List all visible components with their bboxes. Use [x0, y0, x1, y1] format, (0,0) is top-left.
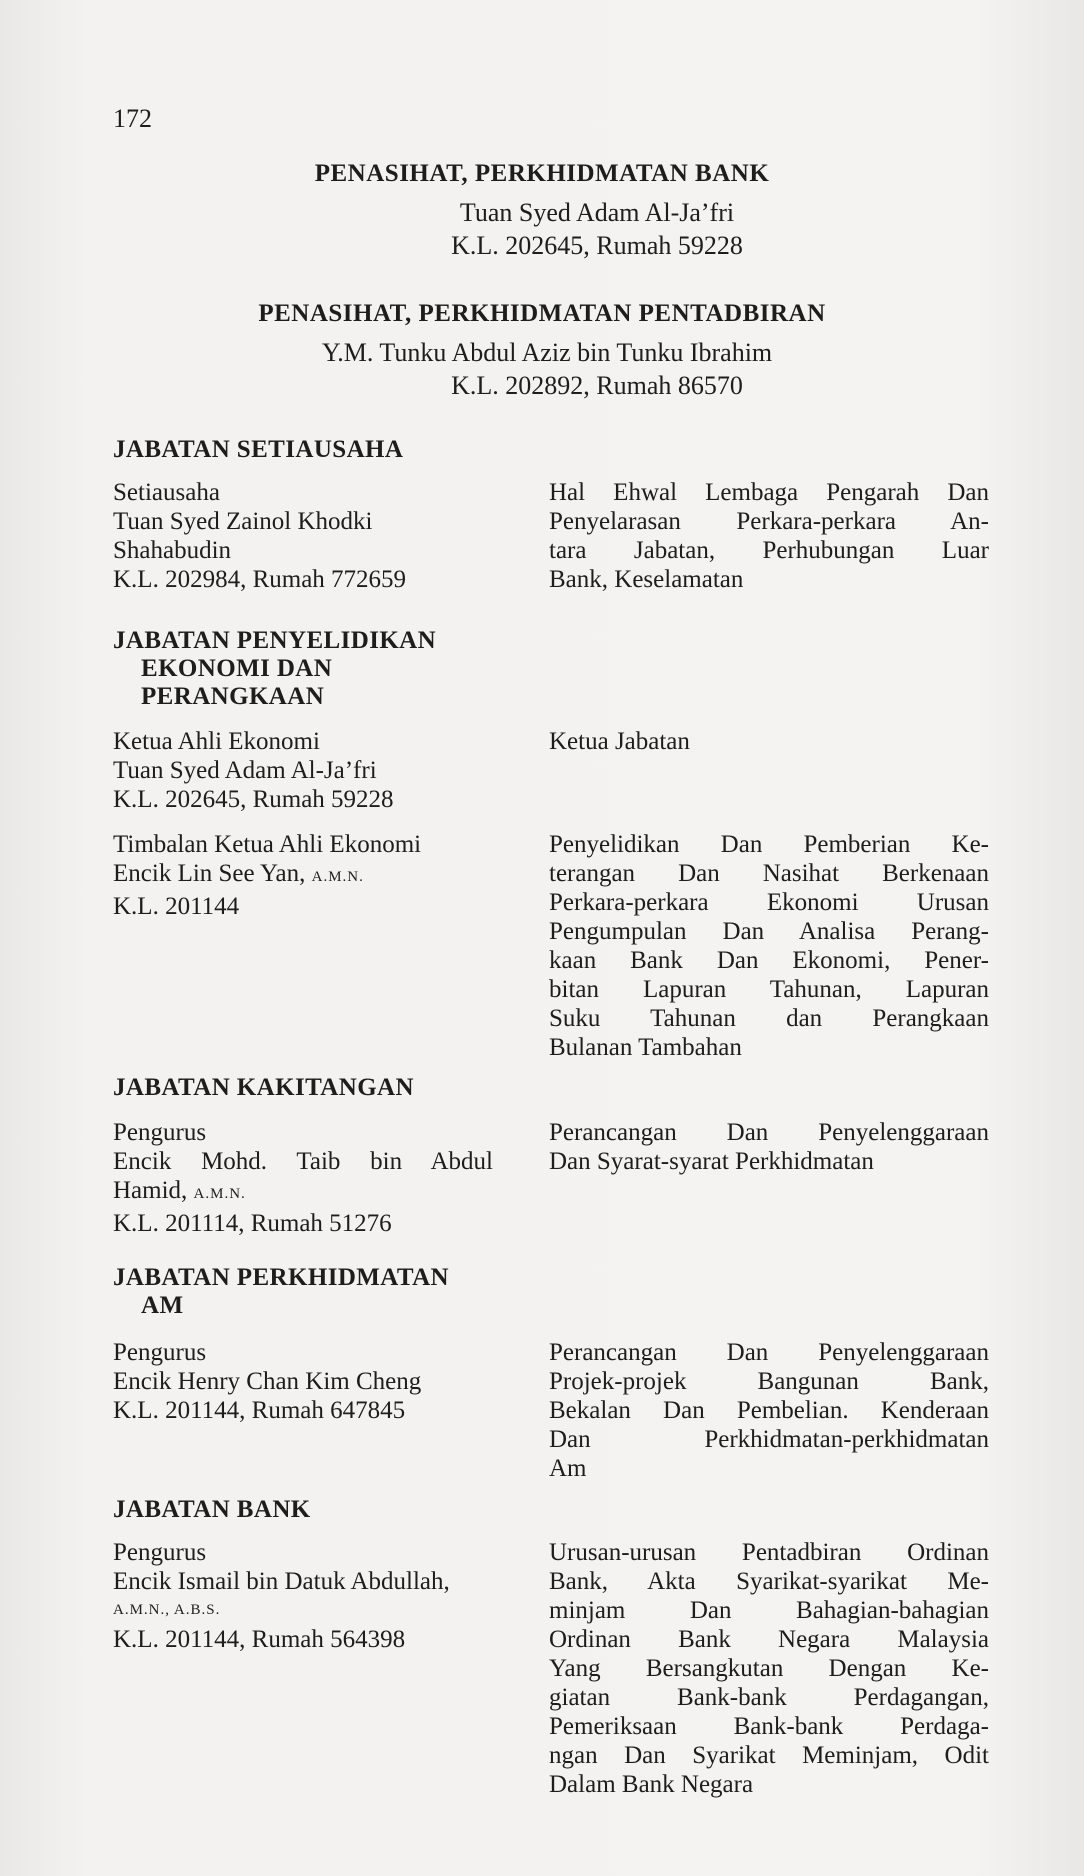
setiausaha-duties [549, 478, 989, 594]
penyelidikan-duty-line: bitan Lapuran Tahunan, Lapuran [549, 976, 989, 1003]
bank-name: Encik Ismail bin Datuk Abdullah, [113, 1568, 450, 1595]
section-heading-kakitangan: JABATAN KAKITANGAN [113, 1074, 414, 1101]
bank-duty-line: Ordinan Bank Negara Malaysia [549, 1626, 989, 1653]
heading-line: AM [141, 1292, 184, 1319]
bank-duty-line: Dalam Bank Negara [549, 1771, 754, 1798]
perkhidmatan-am-duty-line: Am [549, 1455, 587, 1482]
advisor-admin-name: Y.M. Tunku Abdul Aziz bin Tunku Ibrahim [321, 338, 773, 367]
heading-line: PERANGKAAN [141, 683, 325, 710]
advisor-admin-block [0, 300, 1084, 402]
setiausaha-duty-line: Penyelarasan Perkara-perkara An- [549, 508, 989, 535]
setiausaha-duty-line: Bank, Keselamatan [549, 566, 744, 593]
bank-duty-line: Urusan-urusan Pentadbiran Ordinan [549, 1539, 989, 1566]
section-heading-bank: JABATAN BANK [113, 1496, 311, 1523]
penyelidikan-deputy-honour: A.M.N. [311, 869, 364, 885]
setiausaha-contact: K.L. 202984, Rumah 772659 [113, 566, 407, 593]
advisor-bank-contact: K.L. 202645, Rumah 59228 [451, 231, 743, 260]
setiausaha-name-2: Shahabudin [113, 537, 232, 564]
bank-duty-line: minjam Dan Bahagian-bahagian [549, 1597, 989, 1624]
penyelidikan-duty-line: Bulanan Tambahan [549, 1034, 742, 1061]
penyelidikan-right-a [549, 727, 989, 756]
penyelidikan-contact: K.L. 202645, Rumah 59228 [113, 786, 394, 813]
penyelidikan-duty-line: terangan Dan Nasihat Berkenaan [549, 860, 989, 887]
bank-duty-line: Bank, Akta Syarikat-syarikat Me- [549, 1568, 989, 1595]
setiausaha-duty-line: tara Jabatan, Perhubungan Luar [549, 537, 989, 564]
penyelidikan-duty-line: Perkara-perkara Ekonomi Urusan [549, 889, 989, 916]
penyelidikan-duty-line: Ketua Jabatan [549, 728, 690, 755]
penyelidikan-duty-line: kaan Bank Dan Ekonomi, Pener- [549, 947, 989, 974]
penyelidikan-deputy-name-line [113, 859, 533, 892]
kakitangan-contact: K.L. 201114, Rumah 51276 [113, 1210, 392, 1237]
setiausaha-name-1: Tuan Syed Zainol Khodki [113, 508, 373, 535]
setiausaha-left [113, 478, 533, 594]
bank-honours: A.M.N., A.B.S. [113, 1602, 221, 1618]
bank-duties [549, 1538, 989, 1799]
perkhidmatan-am-duty-line: Bekalan Dan Pembelian. Kenderaan [549, 1397, 989, 1424]
advisor-admin-contact: K.L. 202892, Rumah 86570 [451, 371, 743, 400]
kakitangan-role: Pengurus [113, 1119, 207, 1146]
penyelidikan-deputy-contact: K.L. 201144 [113, 893, 240, 920]
bank-duty-line: Pemeriksaan Bank-bank Perdaga- [549, 1713, 989, 1740]
perkhidmatan-am-left [113, 1338, 533, 1425]
section-heading-setiausaha: JABATAN SETIAUSAHA [113, 436, 404, 463]
advisor-bank-block [0, 160, 1084, 262]
penyelidikan-role: Ketua Ahli Ekonomi [113, 728, 320, 755]
kakitangan-duty-line: Perancangan Dan Penyelenggaraan [549, 1119, 989, 1146]
kakitangan-duties [549, 1118, 989, 1176]
penyelidikan-duty-line: Penyelidikan Dan Pemberian Ke- [549, 831, 989, 858]
bank-duty-line: giatan Bank-bank Perdagangan, [549, 1684, 989, 1711]
bank-contact: K.L. 201144, Rumah 564398 [113, 1626, 406, 1653]
kakitangan-name-1: Encik Mohd. Taib bin Abdul [113, 1148, 493, 1175]
advisor-bank-title: PENASIHAT, PERKHIDMATAN BANK [314, 160, 770, 187]
penyelidikan-duty-line: Pengumpulan Dan Analisa Perang- [549, 918, 989, 945]
advisor-bank-name: Tuan Syed Adam Al-Ja’fri [459, 198, 735, 227]
penyelidikan-name: Tuan Syed Adam Al-Ja’fri [113, 757, 377, 784]
perkhidmatan-am-duty-line: Dan Perkhidmatan-perkhidmatan [549, 1426, 989, 1453]
setiausaha-role: Setiausaha [113, 479, 220, 506]
perkhidmatan-am-contact: K.L. 201144, Rumah 647845 [113, 1397, 406, 1424]
perkhidmatan-am-duties [549, 1338, 989, 1483]
bank-left [113, 1538, 533, 1654]
bank-duty-line: Yang Bersangkutan Dengan Ke- [549, 1655, 989, 1682]
advisor-admin-title: PENASIHAT, PERKHIDMATAN PENTADBIRAN [258, 300, 826, 327]
penyelidikan-duty-line: Suku Tahunan dan Perangkaan [549, 1005, 989, 1032]
kakitangan-name-2: Hamid, [113, 1177, 188, 1204]
bank-duty-line: ngan Dan Syarikat Meminjam, Odit [549, 1742, 989, 1769]
perkhidmatan-am-duty-line: Projek-projek Bangunan Bank, [549, 1368, 989, 1395]
setiausaha-duty-line: Hal Ehwal Lembaga Pengarah Dan [549, 479, 989, 506]
kakitangan-honour: A.M.N. [193, 1186, 246, 1202]
kakitangan-duty-line: Dan Syarat-syarat Perkhidmatan [549, 1148, 874, 1175]
penyelidikan-deputy-name: Encik Lin See Yan, [113, 860, 306, 887]
penyelidikan-right-b [549, 830, 989, 1062]
perkhidmatan-am-role: Pengurus [113, 1339, 207, 1366]
page-number: 172 [113, 104, 152, 133]
section-heading-perkhidmatan-am [113, 1264, 449, 1320]
heading-line: JABATAN PENYELIDIKAN [113, 627, 437, 654]
bank-role: Pengurus [113, 1539, 207, 1566]
perkhidmatan-am-duty-line: Perancangan Dan Penyelenggaraan [549, 1339, 989, 1366]
section-heading-penyelidikan [113, 627, 436, 711]
penyelidikan-left-a [113, 727, 533, 814]
penyelidikan-left-b [113, 830, 533, 921]
perkhidmatan-am-name: Encik Henry Chan Kim Cheng [113, 1368, 422, 1395]
kakitangan-left [113, 1118, 533, 1238]
penyelidikan-deputy-role: Timbalan Ketua Ahli Ekonomi [113, 831, 422, 858]
heading-line: JABATAN PERKHIDMATAN [113, 1264, 450, 1291]
kakitangan-name-2-line [113, 1176, 533, 1209]
heading-line: EKONOMI DAN [141, 655, 333, 682]
